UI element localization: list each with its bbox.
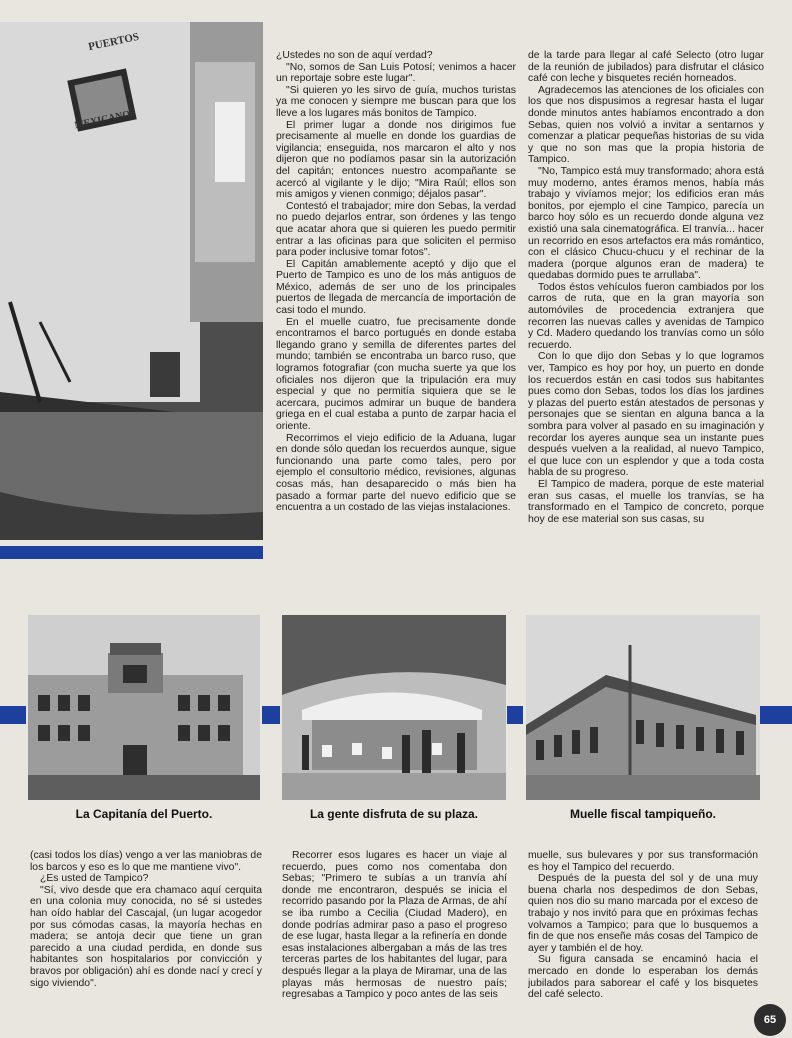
paragraph: Agradecemos las atenciones de los oficiales con los que nos dispusimos a regresar hasta el lugar donde minutos antes habíamos encontrado a don Sebas, quien nos volvió a invitar a sentarnos y comenzar a platicar pequeñas historias de su vida y que no son mas que la propia historia de Tampico. [528, 84, 764, 166]
capitania-photo [28, 615, 260, 800]
paragraph: "Si quieren yo les sirvo de guía, muchos turistas ya me conocen y siempre me buscan para que los lleve a los lugares más bonitos de Tampico. [276, 84, 516, 119]
article-column-3-bottom [528, 850, 758, 1030]
article-column-3-top [528, 50, 764, 595]
muelle-photo [526, 615, 760, 800]
muelle-illustration [526, 615, 760, 800]
caption-capitania: La Capitanía del Puerto. [75, 807, 213, 821]
paragraph: "No, Tampico está muy transformado; ahora está muy moderno, antes éramos menos, había más trabajo y vivíamos mejor; los edificios eran más bonitos, por ejemplo el cine Tampico, parecía un barco hoy sólo es un recuerdo donde alguna vez existió una sala cinematográfica. El tranvía... hacer un recorrido en esos artefactos era más romántico, con el clásico Chucu-chucu y el rechinar de la madera (porque algunos eran de madera) te quedabas dormido pues te arrullaba". [528, 165, 764, 282]
caption-plaza: La gente disfruta de su plaza. [309, 807, 479, 821]
paragraph: Después de la puesta del sol y de una muy buena charla nos despedimos de don Sebas, quien nos dio su mano marcada por el exceso de trabajo y nos invitó para que en próximas fechas volvamos a Tampico; para que lo busquemos a fin de que nos enseñe más cosas del Tampico de ayer y también el de hoy. [528, 873, 758, 954]
paragraph: de la tarde para llegar al café Selecto (otro lugar de la reunión de jubilados) para disfrutar el clásico café con leche y bisquetes recién horneados. [528, 50, 764, 85]
paragraph: El Capitán amablemente aceptó y dijo que el Puerto de Tampico es uno de los más antiguos de México, además de ser uno de los principales puertos de llegada de mercancía de importación de casi todo el mundo. [276, 258, 516, 317]
paragraph: El Tampico de madera, porque de este material eran sus casas, el muelle los tranvías, se ha transformado en el Tampico de concreto, porque hoy de ese material son sus casas, su [528, 478, 764, 525]
ship-lettering-top: PUERTOS [87, 30, 141, 54]
paragraph: muelle, sus bulevares y por sus transformación es hoy el Tampico del recuerdo. [528, 850, 758, 873]
ship-lettering-bottom: MEXICANOS [73, 107, 137, 132]
accent-bar-mid-left [0, 706, 26, 724]
paragraph: Recorrimos el viejo edificio de la Aduana, lugar en donde sólo quedan los recuerdos aunque, sigue funcionando una parte como tales, pero por ejemplo el consultorio médico, revisiones, algunas cosas más, han desaparecido o más bien ha pasado a formar parte del nuevo edificio que se encuentra a un costado de las viejas instalaciones. [276, 432, 516, 514]
paragraph: ¿Ustedes no son de aquí verdad? [276, 50, 433, 61]
ship-illustration [0, 22, 263, 540]
caption-muelle: Muelle fiscal tampiqueño. [569, 807, 717, 821]
article-column-1-bottom [30, 850, 262, 1030]
paragraph: El primer lugar a donde nos dirigimos fue precisamente al muelle en donde los guardias de vigilancia; enseguida, nos marcaron el alto y nos dijeron que no podíamos pasar sin la autorización del capitán; entonces nuestro acompañante se acercó al vigilante y le dijo; "Mira Raúl; ellos son mis amigos y vienen conmigo; déjalos pasar". [276, 119, 516, 201]
paragraph: (casi todos los días) vengo a ver las maniobras de los barcos y eso es lo que me mantiene vivo". [30, 850, 262, 873]
article-column-2-bottom [282, 850, 507, 1030]
accent-bar-left [0, 546, 263, 559]
article-column-2-top [276, 50, 516, 595]
paragraph: Con lo que dijo don Sebas y lo que logramos ver, Tampico es hoy por hoy, un puerto en donde los recuerdos están en casi todos sus habitantes pues como don Sebas, todos los días los jardines y plazas del puerto están atestados de personas y personajes que se sientan en alguna banca a la sombra para volver al pasado en su imaginación y recordar los ayeres aunque sea un instante pues después vuelven a la realidad, al nuevo Tampico, el que luce con un esplendor y que a toda costa habla de su progreso. [528, 351, 764, 479]
plaza-photo [282, 615, 506, 800]
paragraph: Contestó el trabajador; mire don Sebas, la verdad no puedo dejarlos entrar, son órdenes y las tengo que acatar ahora que si quieren les puedo permitir entrar a las oficinas para que soliciten el permiso para poder inclusive tomar fotos". [276, 200, 516, 259]
plaza-illustration [282, 615, 506, 800]
capitania-illustration [28, 615, 260, 800]
accent-bar-mid-2 [262, 706, 280, 724]
paragraph: ¿Es usted de Tampico? [40, 873, 149, 885]
paragraph: Recorrer esos lugares es hacer un viaje al recuerdo, pues como nos comentaba don Sebas; "Primero te subías a un tranvía ahí donde me encontraron, después se inicia el recorrido pasando por la Plaza de Armas, de ahí se iba rumbo a Cecilia (Ciudad Madero), en donde podrías admirar paso a paso el progreso de ese lugar, hasta llegar a la refinería en donde esas instalaciones albergaban a más de las tres terceras partes de los habitantes del lugar, para después llegar a la playa de Miramar, una de las playas más hermosas de nuestro país; regresabas a Tampico y poco antes de las seis [282, 850, 507, 1001]
paragraph: Todos éstos vehículos fueron cambiados por los carros de ruta, que en la gran mayoría son automóviles de procedencia extranjera que recorren las nuevas calles y avenidas de Tampico y Cd. Madero quedando los tranvías como un sólo recuerdo. [528, 281, 764, 351]
paragraph: "Sí, vivo desde que era chamaco aquí cerquita en una colonia muy conocida, no sé si ustedes han oído hablar del Cascajal, (un lugar acogedor por sus cómodas casas, la mayoría hechas en madera; se antoja decir que tiene un gran parecido a una ciudad perdida, en donde sus habitantes son hospitalarios por convicción y bravos por obligación) ahí es donde nací y crecí y sigo viviendo". [30, 884, 262, 989]
page-number: 65 [754, 1004, 786, 1036]
paragraph: Su figura cansada se encaminó hacia el mercado en donde lo esperaban los demás jubilados para saborear el café y los bisquetes del café selecto. [528, 954, 758, 1001]
paragraph: En el muelle cuatro, fue precisamente donde encontramos el barco portugués en donde estaba llegando grano y semilla de diferentes partes del mundo; también se encontraba un barco ruso, que logramos fotografiar (con mucha suerte ya que los oficiales nos dijeron que la tripulación era muy especial y que no permitía siquiera que se le acercara, pucimos admirar un buque de bandera griega en el cual estaba a punto de zarpar hacia el oriente. [276, 316, 516, 432]
accent-bar-mid-right [760, 706, 792, 724]
ship-photo [0, 22, 263, 540]
paragraph: "No, somos de San Luis Potosí; venimos a hacer un reportaje sobre este lugar". [276, 61, 516, 85]
accent-bar-mid-3 [507, 706, 523, 724]
